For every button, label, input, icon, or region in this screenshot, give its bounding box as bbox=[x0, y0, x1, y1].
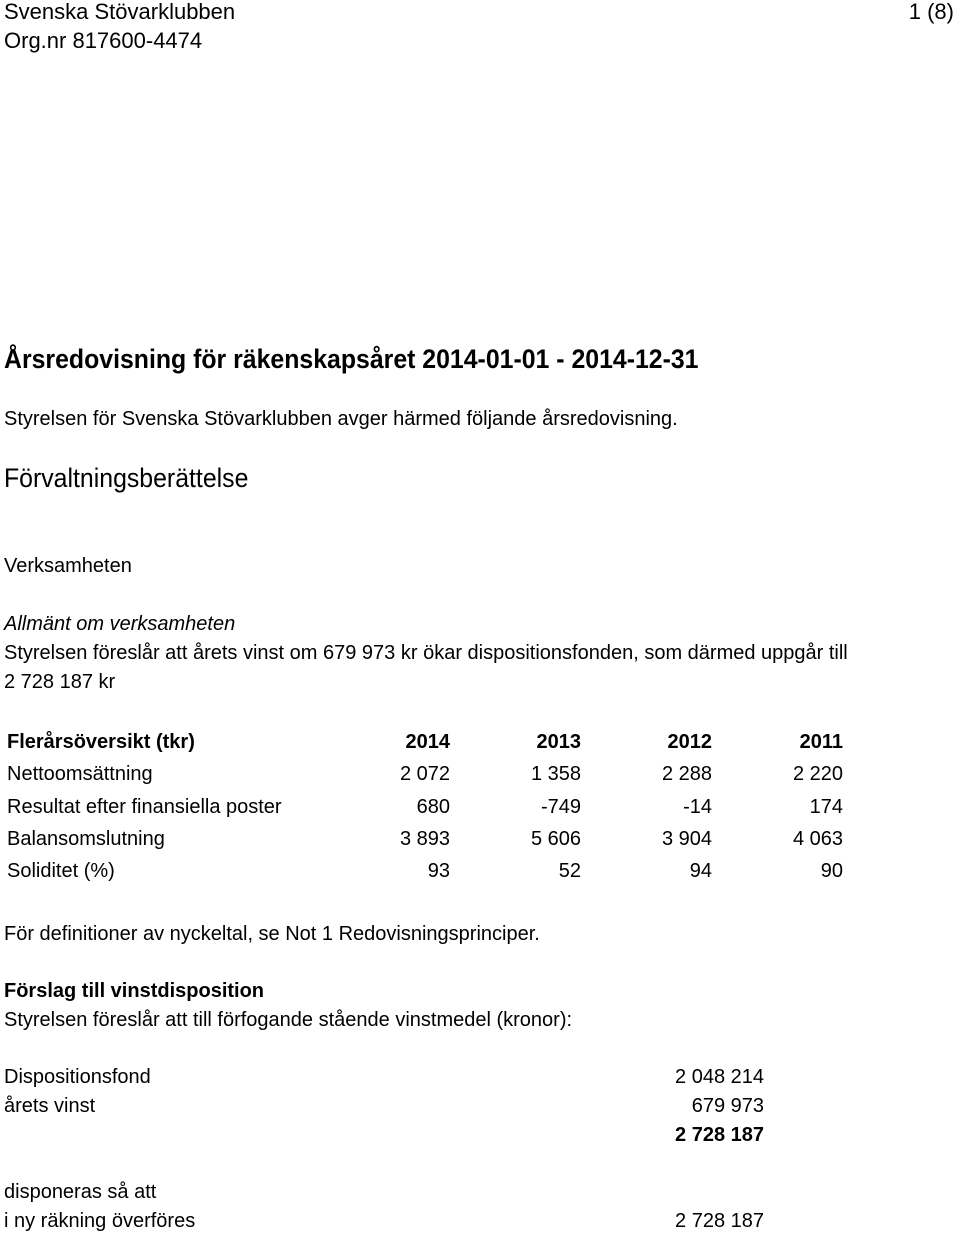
table-row bbox=[7, 827, 857, 859]
company-name: Svenska Stövarklubben bbox=[4, 0, 236, 24]
table-cell: 93 bbox=[427, 860, 450, 883]
table-cell: 1 358 bbox=[530, 763, 581, 786]
total-value: 2 728 187 bbox=[675, 1124, 764, 1146]
org-number: Org.nr 817600-4474 bbox=[4, 28, 203, 53]
proposal-heading: Förslag till vinstdisposition bbox=[4, 980, 265, 1002]
proposal-intro: Styrelsen föreslår att till förfogande stående vinstmedel (kronor): bbox=[4, 1009, 573, 1031]
row-label: Nettoomsättning bbox=[7, 763, 153, 786]
overview-year-header: 2013 bbox=[536, 731, 581, 753]
overview-year-header: 2011 bbox=[799, 731, 843, 753]
row-label: Resultat efter finansiella poster bbox=[7, 795, 282, 818]
table-cell: 2 072 bbox=[399, 763, 450, 786]
overview-year-header: 2012 bbox=[667, 731, 712, 753]
overview-note: För definitioner av nyckeltal, se Not 1 Redovisningsprinciper. bbox=[4, 923, 540, 945]
table-row bbox=[7, 859, 857, 891]
table-cell: 4 063 bbox=[792, 827, 843, 850]
verksamheten-heading: Verksamheten bbox=[4, 555, 132, 577]
verksamheten-paragraph-line2: 2 728 187 kr bbox=[4, 671, 116, 693]
table-cell: 2 220 bbox=[792, 763, 843, 786]
table-cell: 680 bbox=[416, 795, 450, 818]
intro-text: Styrelsen för Svenska Stövarklubben avger härmed följande årsredovisning. bbox=[4, 408, 678, 430]
overview-title: Flerårsöversikt (tkr) bbox=[7, 731, 195, 753]
overview-year-header: 2014 bbox=[405, 731, 450, 753]
row-label: Balansomslutning bbox=[7, 827, 165, 850]
table-cell: -14 bbox=[683, 795, 712, 818]
verksamheten-subheading: Allmänt om verksamheten bbox=[4, 613, 236, 635]
document-title: Årsredovisning för räkenskapsåret 2014-01-01 - 2014-12-31 bbox=[4, 344, 699, 374]
overview-header-row bbox=[7, 730, 857, 762]
table-row bbox=[7, 795, 857, 827]
row-label: Dispositionsfond bbox=[4, 1066, 151, 1088]
table-cell: 3 893 bbox=[399, 827, 450, 850]
table-cell: 90 bbox=[820, 860, 843, 883]
table-cell: 174 bbox=[809, 795, 843, 818]
table-row bbox=[7, 762, 857, 794]
row-label: i ny räkning överföres bbox=[4, 1210, 196, 1232]
section-title: Förvaltningsberättelse bbox=[4, 463, 249, 493]
table-cell: 2 288 bbox=[661, 763, 712, 786]
disposal-heading: disponeras så att bbox=[4, 1181, 157, 1203]
verksamheten-paragraph-line1: Styrelsen föreslår att årets vinst om 679 973 kr ökar dispositionsfonden, som därmed uppgår till bbox=[4, 642, 848, 664]
row-label: årets vinst bbox=[4, 1095, 96, 1117]
table-cell: 5 606 bbox=[530, 827, 581, 850]
page-number: 1 (8) bbox=[908, 0, 954, 24]
row-value: 2 728 187 bbox=[675, 1210, 764, 1232]
table-cell: 94 bbox=[689, 860, 712, 883]
overview-table bbox=[7, 730, 857, 891]
table-cell: -749 bbox=[540, 795, 581, 818]
row-label: Soliditet (%) bbox=[7, 860, 115, 883]
table-cell: 52 bbox=[558, 860, 581, 883]
row-value: 2 048 214 bbox=[675, 1066, 764, 1088]
table-cell: 3 904 bbox=[661, 827, 712, 850]
row-value: 679 973 bbox=[691, 1095, 764, 1117]
